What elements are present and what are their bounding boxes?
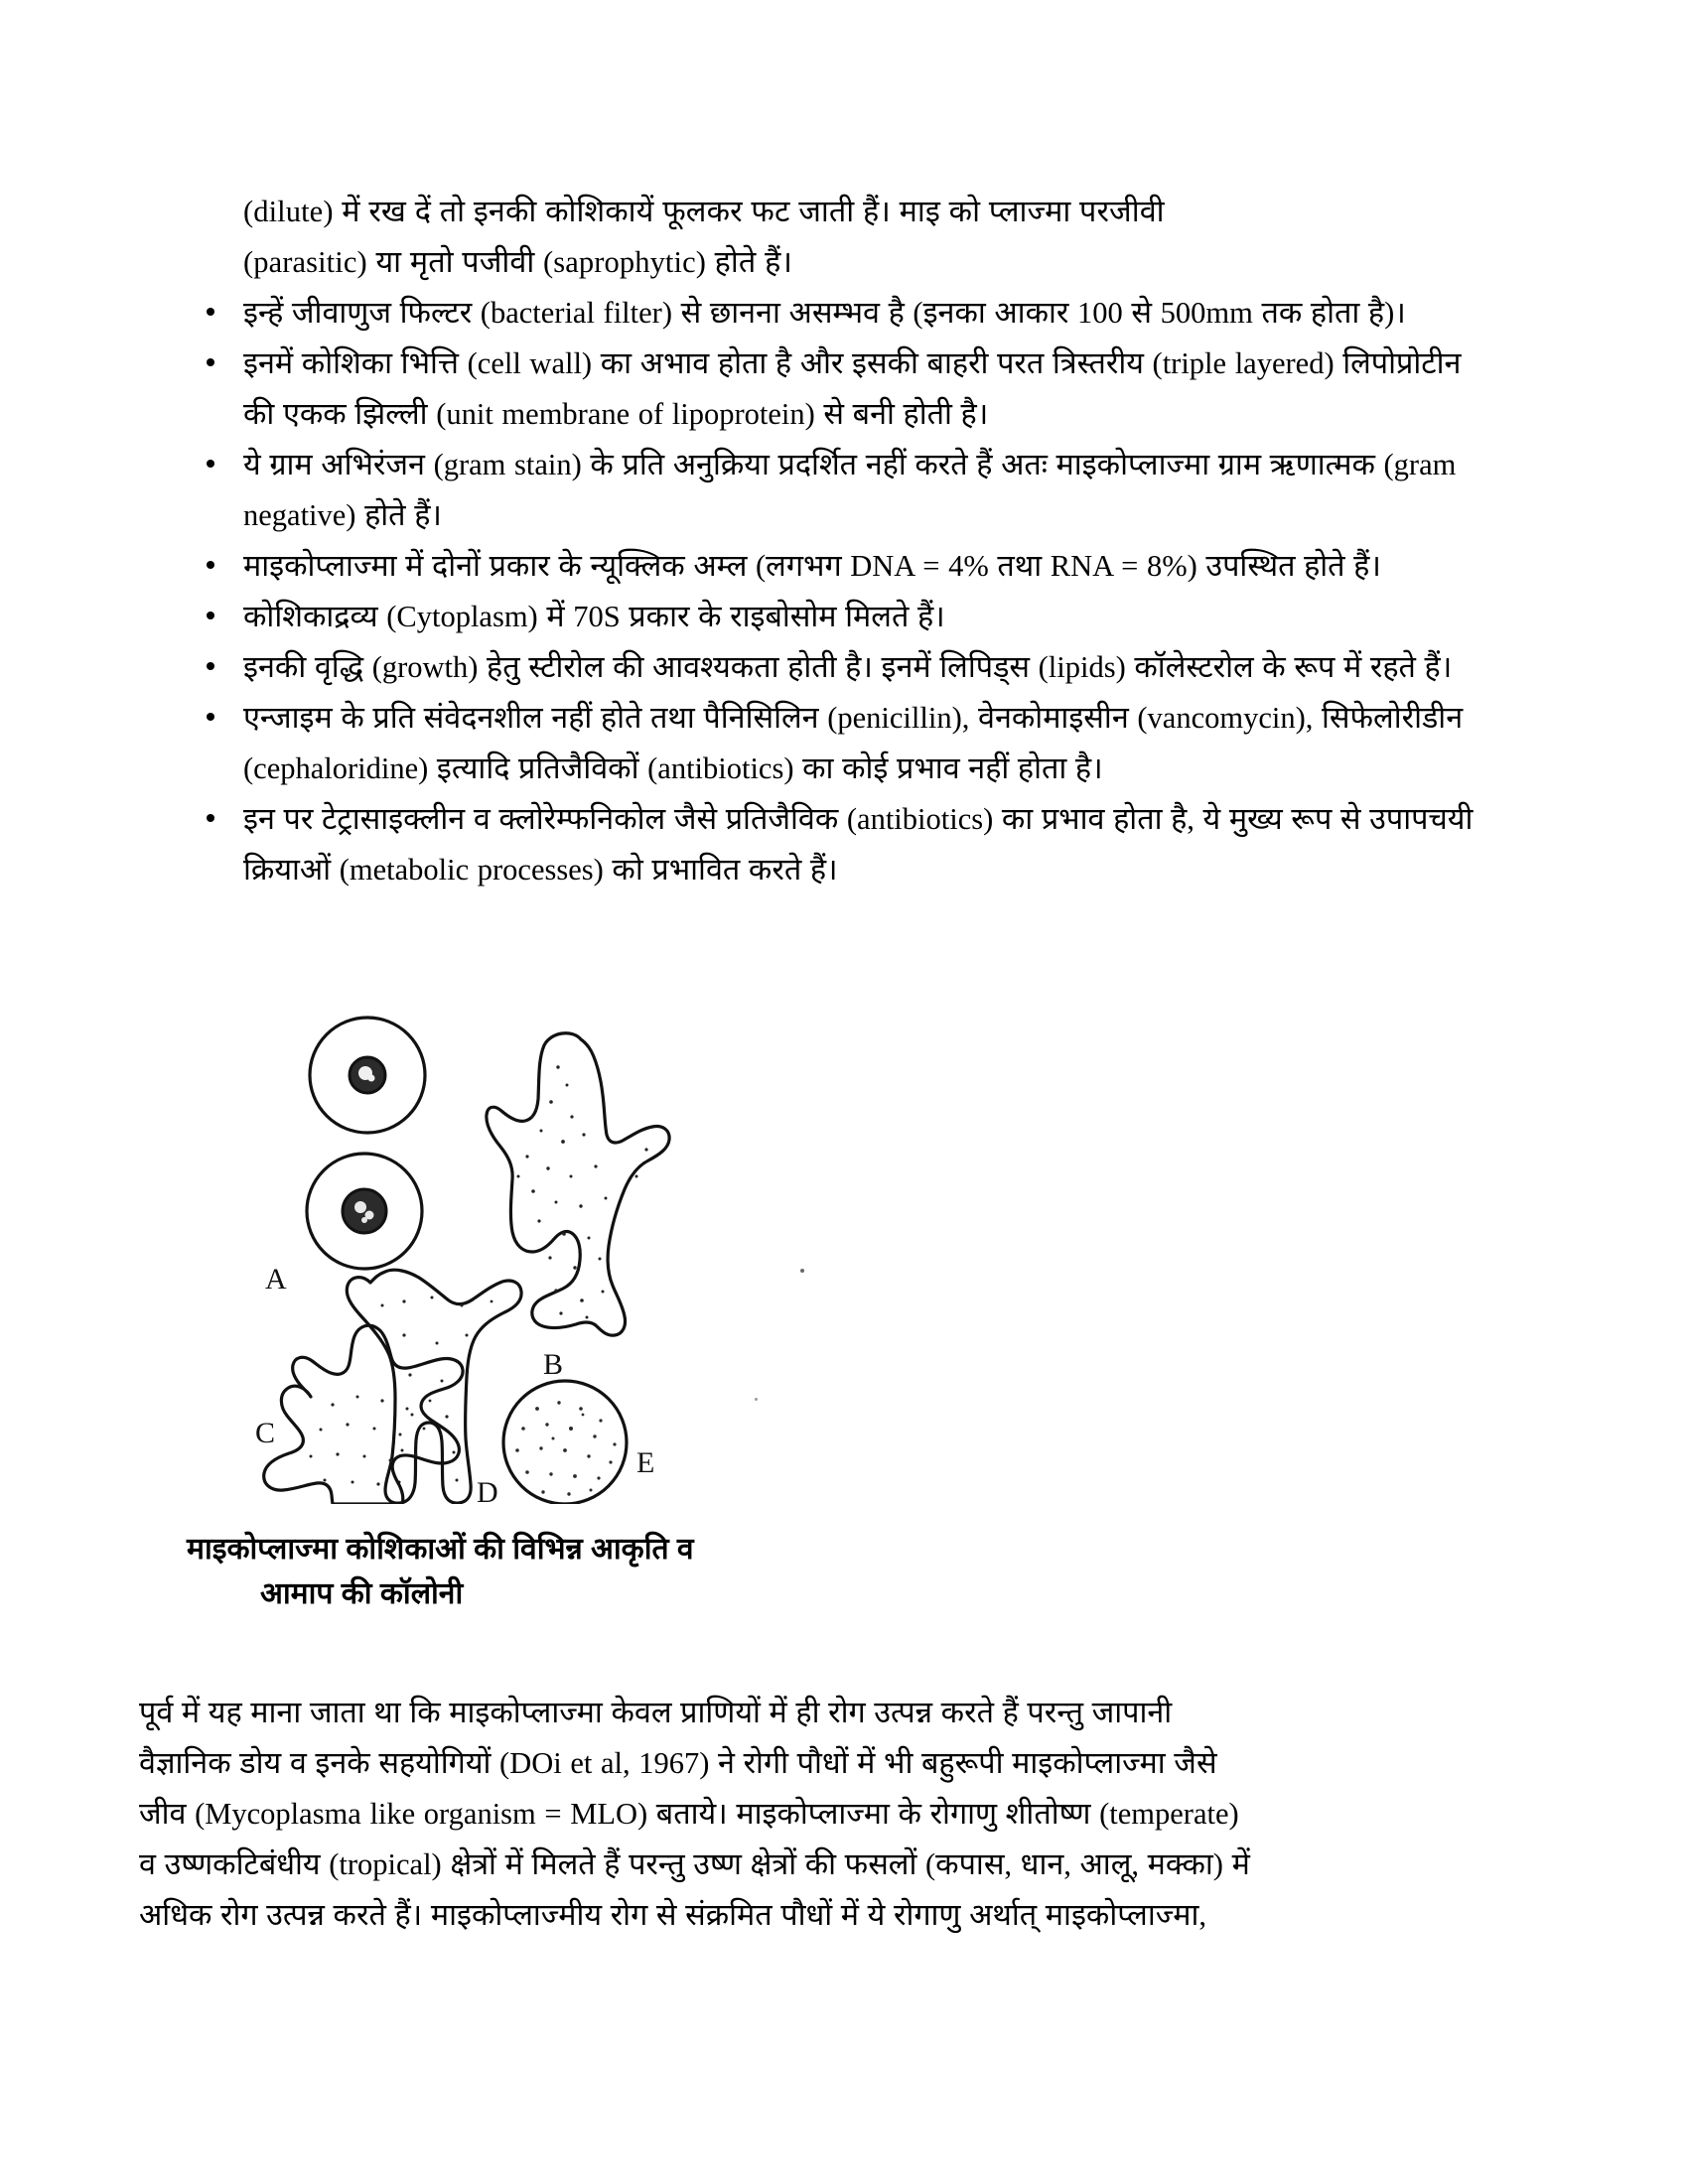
figure-label-a: A (265, 1263, 287, 1296)
text-body (185, 187, 1485, 895)
bullet-dot-icon (207, 713, 214, 721)
list-item (185, 693, 1485, 794)
bullet-dot-icon (207, 814, 214, 822)
list-item-text: ये ग्राम अभिरंजन (gram stain) के प्रति अनुक्रिया प्रदर्शित नहीं करते हैं अतः माइकोप्लाज्मा ग्राम ऋणात्मक (gram negative) होते हैं। (243, 448, 1457, 532)
figure-caption (187, 1527, 902, 1616)
list-item (185, 642, 1485, 693)
closing-line-5: अधिक रोग उत्पन्न करते हैं। माइकोप्लाज्मीय रोग से संक्रमित पौधों में ये रोगाणु अर्थात् माइकोप्लाज्मा, (139, 1898, 1206, 1932)
figure-caption-line-2: आमाप की कॉलोनी (260, 1577, 464, 1610)
list-item-text: इन पर टेट्रासाइक्लीन व क्लोरेम्फनिकोल जैसे प्रतिजैविक (antibiotics) का प्रभाव होता है, ये मुख्य रूप से उपापचयी क्रियाओं (metabolic processes) को प्रभावित करते हैं। (243, 802, 1474, 887)
figure-label-c: C (255, 1417, 276, 1449)
list-item-text: माइकोप्लाज्मा में दोनों प्रकार के न्यूक्लिक अम्ल (लगभग DNA = 4% तथा RNA = 8%) उपस्थित होते हैं। (243, 549, 1381, 583)
scan-speck (755, 1398, 758, 1401)
intro-continued-line-2: (parasitic) या मृतो पजीवी (saprophytic) होते हैं। (243, 245, 793, 279)
list-item-text: एन्जाइम के प्रति संवेदनशील नहीं होते तथा पैनिसिलिन (penicillin), वेनकोमाइसीन (vancomycin), सिफेलोरीडीन (cephaloridine) इत्यादि प्रतिजैविकों (antibiotics) का कोई प्रभाव नहीं होता है। (243, 701, 1464, 785)
bullet-dot-icon (207, 662, 214, 670)
bullet-dot-icon (207, 612, 214, 619)
cell-c-outline (264, 1325, 463, 1504)
cell-d-outline (347, 1270, 521, 1503)
figure-label-d: D (477, 1476, 498, 1504)
list-item-text: इन्हें जीवाणुज फिल्टर (bacterial filter) से छानना असम्भव है (इनका आकार 100 से 500mm तक होता है)। (243, 296, 1406, 330)
closing-line-2: वैज्ञानिक डोय व इनके सहयोगियों (DOi et al, 1967) ने रोगी पौधों में भी बहुरूपी माइकोप्लाज्मा जैसे (139, 1746, 1217, 1780)
closing-line-3: जीव (Mycoplasma like organism = MLO) बताये। माइकोप्लाज्मा के रोगाणु शीतोष्ण (temperate) (139, 1797, 1239, 1831)
bullet-dot-icon (207, 460, 214, 468)
closing-line-1: पूर्व में यह माना जाता था कि माइकोप्लाज्मा केवल प्राणियों में ही रोग उत्पन्न करते हैं परन्तु जापानी (139, 1696, 1173, 1729)
list-item (185, 288, 1485, 339)
list-item-text: इनमें कोशिका भित्ति (cell wall) का अभाव होता है और इसकी बाहरी परत त्रिस्तरीय (triple layered) लिपोप्रोटीन की एकक झिल्ली (unit membrane of lipoprotein) से बनी होती है। (243, 346, 1462, 431)
list-item (185, 440, 1485, 541)
mycoplasma-cell-shapes-figure (253, 1008, 710, 1504)
closing-line-4: व उष्णकटिबंधीय (tropical) क्षेत्रों में मिलते हैं परन्तु उष्ण क्षेत्रों की फसलों (कपास, धान, आलू, मक्का) में (139, 1847, 1250, 1881)
scan-speck (800, 1269, 804, 1273)
figure-label-e: E (636, 1446, 655, 1479)
list-item (185, 541, 1485, 592)
figure-caption-line-1: माइकोप्लाज्मा कोशिकाओं की विभिन्न आकृति व (187, 1533, 694, 1566)
cell-e-outline (503, 1381, 627, 1504)
bullet-dot-icon (207, 358, 214, 366)
list-item-text: इनकी वृद्धि (growth) हेतु स्टीरोल की आवश्यकता होती है। इनमें लिपिड्स (lipids) कॉलेस्टरोल के रूप में रहते हैं। (243, 650, 1453, 684)
mycoplasma-characteristics-list (185, 288, 1485, 895)
bullet-dot-icon (207, 561, 214, 569)
cell-b-outline (487, 1033, 669, 1335)
list-item (185, 592, 1485, 642)
closing-paragraph (139, 1688, 1499, 1941)
list-item (185, 339, 1485, 440)
mycoplasma-figure-svg (253, 1008, 710, 1504)
bullet-dot-icon (207, 308, 214, 316)
intro-continued-line-1: (dilute) में रख दें तो इनकी कोशिकायें फूलकर फट जाती हैं। माइ को प्लाज्मा परजीवी (243, 195, 1165, 228)
figure-label-b: B (543, 1348, 564, 1381)
list-item-text: कोशिकाद्रव्य (Cytoplasm) में 70S प्रकार के राइबोसोम मिलते हैं। (243, 600, 945, 633)
list-item (185, 794, 1485, 895)
